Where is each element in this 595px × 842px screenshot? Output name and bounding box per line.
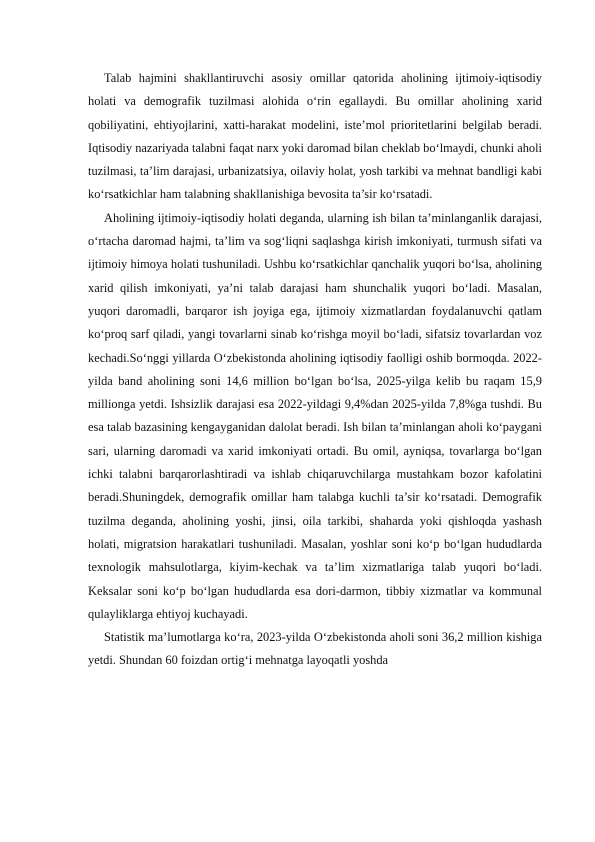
paragraph-socioeconomic-status: Aholining ijtimoiy-iqtisodiy holati deganda, ularning ish bilan ta’minlanganlik darajasi, o‘rtacha daromad hajmi, ta’lim va sog‘liqni saqlashga kirish imkoniyati, turmush sifati va ijtimoiy himoya holati tushuniladi. Ushbu ko‘rsatkichlar qanchalik yuqori bo‘lsa, aholining xarid qilish imkoniyati, ya’ni talab darajasi ham shunchalik yuqori bo‘ladi. Masalan, yuqori daromadli, barqaror ish joyiga ega, ijtimoiy xizmatlardan foydalanuvchi qatlam ko‘proq sarf qiladi, yangi tovarlarni sinab ko‘rishga moyil bo‘ladi, sifatsiz tovarlardan voz kechadi.So‘nggi yillarda O‘zbekistonda aholining iqtisodiy faolligi oshib bormoqda. 2022-yilda band aholining soni 14,6 million bo‘lgan bo‘lsa, 2025-yilga kelib bu raqam 15,9 millionga yetdi. Ishsizlik darajasi esa 2022-yildagi 9,4%dan 2025-yilda 7,8%ga tushdi. Bu esa talab bazasining kengayganidan dalolat beradi. Ish bilan ta’minlangan aholi ko‘paygani sari, ularning daromadi va xarid imkoniyati ortadi. Bu omil, ayniqsa, tovarlarga bo‘lgan ichki talabni barqarorlashtiradi va ishlab chiqaruvchilarga mustahkam bozor kafolatini beradi.Shuningdek, demografik omillar ham talabga kuchli ta’sir ko‘rsatadi. Demografik tuzilma deganda, aholining yoshi, jinsi, oila tarkibi, shaharda yoki qishloqda yashash holati, migratsion harakatlari tushuniladi. Masalan, yoshlar soni ko‘p bo‘lgan hududlarda texnologik mahsulotlarga, kiyim-kechak va ta’lim xizmatlariga talab yuqori bo‘ladi. Keksalar soni ko‘p bo‘lgan hududlarda esa dori-darmon, tibbiy xizmatlar va kommunal qulayliklarga ehtiyoj kuchayadi. xyxy=(88,210,542,621)
document-page xyxy=(88,67,542,673)
paragraph-statistics: Statistik ma’lumotlarga ko‘ra, 2023-yilda O‘zbekistonda aholi soni 36,2 million kishiga yetdi. Shundan 60 foizdan ortig‘i mehnatga layoqatli yoshda xyxy=(88,630,542,668)
paragraph-demographic-factors: Talab hajmini shakllantiruvchi asosiy omillar qatorida aholining ijtimoiy-iqtisodiy holati va demografik tuzilmasi alohida o‘rin egallaydi. Bu omillar aholining xarid qobiliyatini, ehtiyojlarini, xatti-harakat modelini, iste’mol prioritetlarini belgilab beradi. Iqtisodiy nazariyada talabni faqat narx yoki daromad bilan cheklab bo‘lmaydi, chunki aholi tuzilmasi, ta’lim darajasi, urbanizatsiya, oilaviy holat, yosh tarkibi va mehnat bandligi kabi ko‘rsatkichlar ham talabning shakllanishiga bevosita ta’sir ko‘rsatadi. xyxy=(88,71,542,202)
